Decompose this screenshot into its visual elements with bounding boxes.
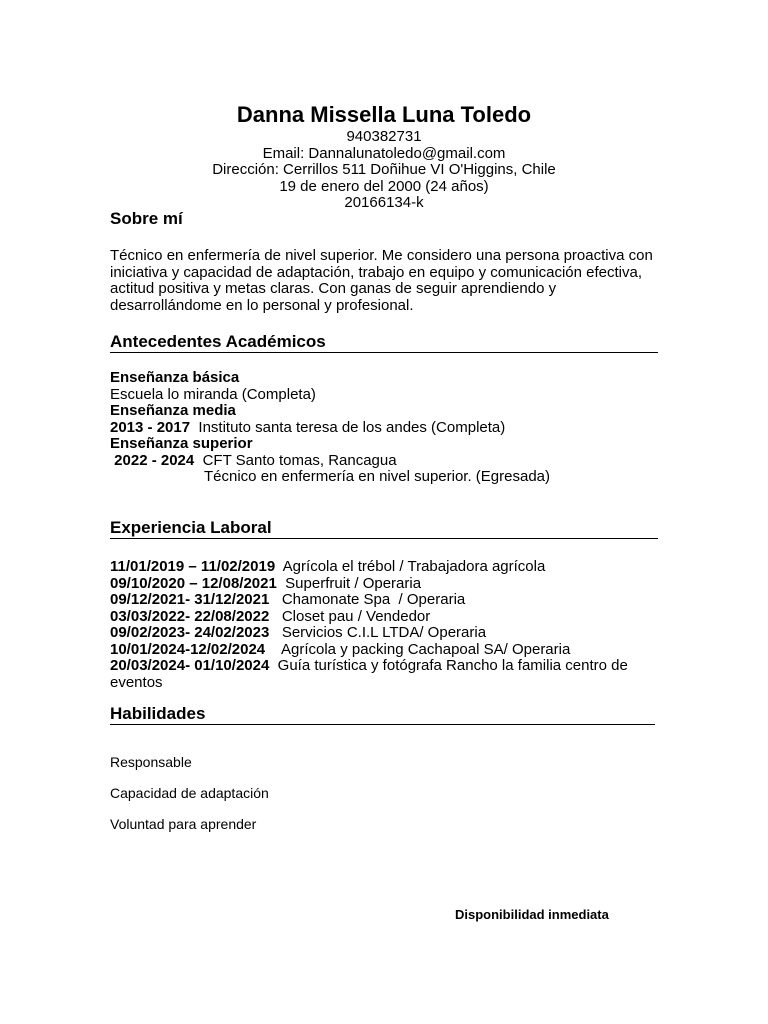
experience-dates: 09/12/2021- 31/12/2021	[110, 591, 270, 608]
superior-school: CFT Santo tomas, Rancagua	[194, 451, 397, 469]
experience-item	[110, 576, 628, 593]
availability-note: Disponibilidad inmediata	[455, 907, 609, 922]
birth-date: 19 de enero del 2000 (24 años)	[279, 177, 489, 195]
experience-list	[110, 559, 628, 691]
experience-item	[110, 609, 628, 626]
about-line: iniciativa y capacidad de adaptación, trabajo en equipo y comunicación efectiva,	[110, 263, 643, 281]
about-line: actitud positiva y metas claras. Con ganas de seguir aprendiendo y	[110, 280, 557, 297]
rut: 20166134-k	[344, 194, 424, 211]
experience-dates: 03/03/2022- 22/08/2022	[110, 607, 270, 625]
skill-item: Voluntad para aprender	[110, 816, 257, 832]
education-divider	[110, 352, 658, 353]
experience-desc: Guía turística y fotógrafa Rancho la familia centro de	[269, 657, 628, 674]
skills-title: Habilidades	[110, 704, 206, 723]
superior-education-title: Enseñanza superior	[110, 435, 253, 452]
email: Email: Dannalunatoledo@gmail.com	[262, 144, 506, 162]
experience-dates: 09/02/2023- 24/02/2023	[110, 624, 270, 641]
basic-education-school: Escuela lo miranda (Completa)	[110, 385, 316, 403]
experience-desc: Superfruit / Operaria	[276, 574, 422, 592]
resume-name: Danna Missella Luna Toledo	[236, 102, 532, 127]
experience-item	[110, 658, 628, 675]
address: Dirección: Cerrillos 511 Doñihue VI O'Higgins, Chile	[212, 161, 556, 178]
media-education-row	[110, 420, 550, 437]
experience-item	[110, 625, 628, 642]
superior-years: 2022 - 2024	[110, 451, 195, 469]
experience-dates: 20/03/2024- 01/10/2024	[110, 657, 270, 674]
experience-dates: 09/10/2020 – 12/08/2021	[110, 574, 277, 592]
skill-item: Responsable	[110, 754, 192, 770]
experience-item	[110, 642, 628, 659]
phone-number: 940382731	[346, 128, 422, 145]
experience-desc: Agrícola el trébol / Trabajadora agrícola	[275, 558, 546, 575]
experience-desc: Servicios C.I.L LTDA/ Operaria	[269, 624, 487, 641]
superior-degree: Técnico en enfermería en nivel superior. (Egresada)	[204, 468, 551, 485]
experience-desc: Agrícola y packing Cachapoal SA/ Operaria	[265, 640, 571, 658]
about-line: Técnico en enfermería de nivel superior. Me considero una persona proactiva con	[110, 247, 653, 264]
experience-dates: 10/01/2024-12/02/2024	[110, 640, 266, 658]
experience-dates: 11/01/2019 – 11/02/2019	[110, 558, 276, 575]
media-education-title: Enseñanza media	[110, 402, 236, 419]
about-text	[110, 248, 670, 314]
media-school: Instituto santa teresa de los andes (Completa)	[190, 418, 506, 436]
about-title: Sobre mí	[110, 209, 183, 228]
education-title: Antecedentes Académicos	[110, 332, 326, 351]
experience-title: Experiencia Laboral	[110, 518, 272, 537]
basic-education-title: Enseñanza básica	[110, 369, 240, 386]
media-years: 2013 - 2017	[110, 418, 191, 436]
experience-item	[110, 592, 628, 609]
experience-desc: Chamonate Spa / Operaria	[269, 591, 466, 608]
contact-block	[0, 129, 768, 212]
experience-divider	[110, 538, 658, 539]
experience-continuation: eventos	[110, 673, 163, 691]
experience-desc: Closet pau / Vendedor	[269, 607, 431, 625]
skill-item: Capacidad de adaptación	[110, 785, 269, 801]
skills-divider	[110, 724, 655, 725]
education-list	[110, 370, 550, 486]
experience-item	[110, 559, 628, 576]
superior-education-row	[110, 453, 550, 470]
about-line: desarrollándome en lo personal y profesional.	[110, 296, 414, 314]
